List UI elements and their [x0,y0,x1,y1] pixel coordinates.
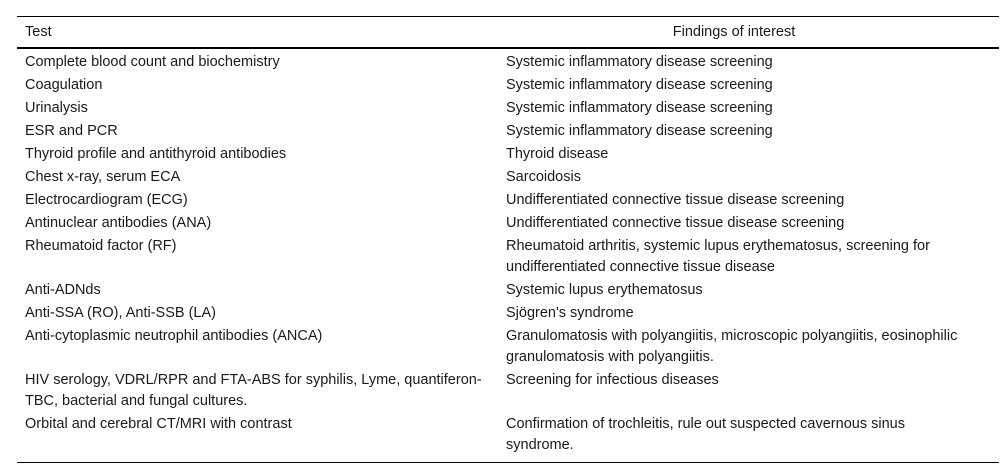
table-header [17,17,999,47]
cell-findings: Granulomatosis with polyangiitis, microscopic polyangiitis, eosinophilic granulomatosis with polyangiitis. [506,328,958,365]
cell-test: Coagulation [25,77,103,93]
cell-test: Chest x-ray, serum ECA [25,169,181,185]
cell-test: Anti-ADNds [25,282,101,298]
cell-findings: Systemic inflammatory disease screening [506,77,773,93]
cell-findings: Systemic inflammatory disease screening [506,123,773,139]
table-row [17,236,999,280]
cell-test: Antinuclear antibodies (ANA) [25,215,212,231]
cell-findings: Systemic inflammatory disease screening [506,100,773,116]
cell-findings: Systemic lupus erythematosus [506,282,703,298]
header-test: Test [25,24,52,40]
table-row [17,52,999,75]
cell-findings: Screening for infectious diseases [506,372,719,388]
table-row [17,121,999,144]
table-row [17,213,999,236]
cell-findings: Confirmation of trochleitis, rule out suspected cavernous sinus syndrome. [506,416,905,453]
cell-test: Anti-cytoplasmic neutrophil antibodies (ANCA) [25,328,323,344]
table-row [17,370,999,414]
table-row [17,414,999,458]
cell-findings: Rheumatoid arthritis, systemic lupus erythematosus, screening for undifferentiated connective tissue disease [506,238,930,275]
cell-test: Thyroid profile and antithyroid antibodies [25,146,287,162]
table-row [17,190,999,213]
table-row [17,167,999,190]
table-row [17,75,999,98]
findings-table [17,16,999,463]
table-row [17,326,999,370]
cell-findings: Systemic inflammatory disease screening [506,54,773,70]
cell-test: Orbital and cerebral CT/MRI with contrast [25,416,292,432]
table-row [17,280,999,303]
cell-test: Urinalysis [25,100,88,116]
cell-test: HIV serology, VDRL/RPR and FTA-ABS for syphilis, Lyme, quantiferon-TBC, bacterial and fungal cultures. [25,372,482,409]
cell-test: Electrocardiogram (ECG) [25,192,188,208]
cell-test: Anti-SSA (RO), Anti-SSB (LA) [25,305,216,321]
cell-findings: Sarcoidosis [506,169,581,185]
cell-findings: Undifferentiated connective tissue disease screening [506,215,845,231]
table-row [17,98,999,121]
cell-findings: Undifferentiated connective tissue disease screening [506,192,845,208]
cell-test: Rheumatoid factor (RF) [25,238,177,254]
table-bottom-rule [17,462,999,463]
cell-findings: Thyroid disease [506,146,609,162]
header-findings: Findings of interest [672,24,796,40]
table-row [17,303,999,326]
table-row [17,144,999,167]
cell-test: ESR and PCR [25,123,118,139]
cell-findings: Sjögren's syndrome [506,305,634,321]
table-body [17,49,999,462]
cell-test: Complete blood count and biochemistry [25,54,280,70]
